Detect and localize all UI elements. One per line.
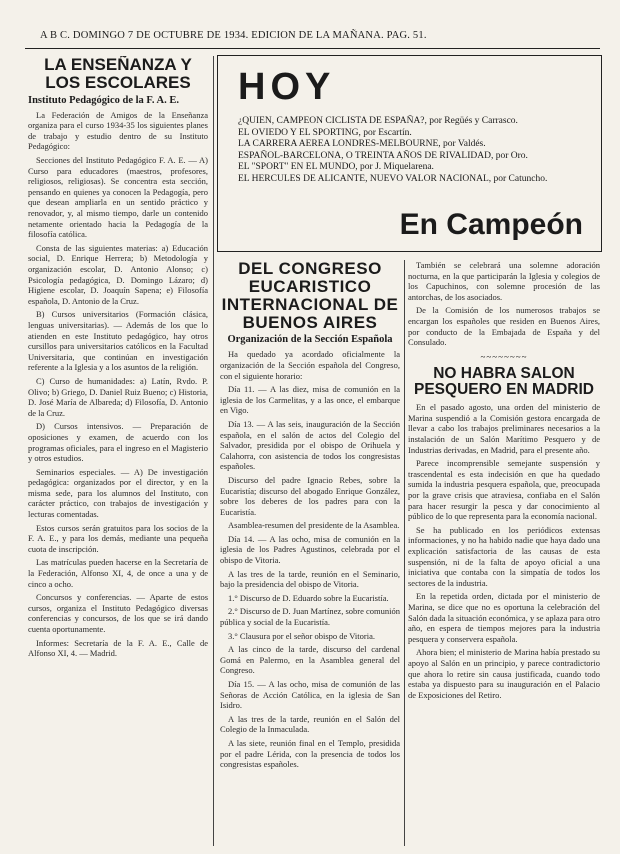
hoy-advert-box xyxy=(217,55,602,252)
hoy-item: ESPAÑOL-BARCELONA, O TREINTA AÑOS DE RIVALIDAD, por Oro. xyxy=(238,150,528,161)
right-paragraph: En la repetida orden, dictada por el ministerio de Marina, se dice que no es oportuna la celebración del Salón dada la situación económica, y se aplaza para otro año, en espera de tiempos mejores para la industria pesquera y conservera española. xyxy=(408,591,600,644)
hoy-items xyxy=(238,116,588,185)
right-column xyxy=(408,260,600,846)
left-paragraph: La Federación de Amigos de la Enseñanza organiza para el curso 1934-35 los siguientes planes de trabajo y estudio dentro de su Instituto Pedagógico: xyxy=(28,109,208,152)
hoy-item: LA CARRERA AEREA LONDRES-MELBOURNE, por Valdés. xyxy=(238,139,486,149)
hoy-item: ¿QUIEN, CAMPEON CICLISTA DE ESPAÑA?, por Regüés y Carrasco. xyxy=(238,116,518,126)
center-column xyxy=(220,260,400,846)
center-paragraph: A las tres de la tarde, reunión en el Salón del Colegio de la Inmaculada. xyxy=(220,713,400,735)
right-headline: NO HABRA SALON PESQUERO EN MADRID xyxy=(414,364,594,399)
left-column xyxy=(28,56,208,846)
center-subhead: Organización de la Sección Española xyxy=(227,334,393,346)
right-paragraph: En el pasado agosto, una orden del ministerio de Marina suspendió a la Comisión gestora encargada de llevar a cabo los trabajos preliminares necesarios a la instalación de un Salón Marítimo Pesquero y de Industrias derivadas, en Madrid, para el presente año. xyxy=(408,402,600,455)
hoy-item: EL HERCULES DE ALICANTE, NUEVO VALOR NACIONAL, por Catuncho. xyxy=(238,173,548,184)
right-paragraph: Se ha publicado en los periódicos extensas informaciones, y no ha habido nadie que haya dado una explicación satisfactoria de las causas de esta suspensión, ni de la falta de apoyo oficial a una iniciativa que contaba con la simpatía de todos los sectores de la industria. xyxy=(408,524,600,588)
left-paragraph: C) Curso de humanidades: a) Latín, Rvdo. P. Olivo; b) Griego, D. Daniel Ruiz Bueno; c) Historia, D. José María de Albareda; d) Filosofía, D. Antonio de la Cruz. xyxy=(28,375,208,418)
right-intro: De la Comisión de los numerosos trabajos se encargan los españoles que residen en Buenos Aires, por conducto de la Embajada de España y del Consulado. xyxy=(408,305,600,348)
left-paragraph: Las matrículas pueden hacerse en la Secretaría de la Federación, Alfonso XI, 4, de once a una y de cinco a ocho. xyxy=(28,557,208,589)
center-paragraph: 3.° Clausura por el señor obispo de Vitoria. xyxy=(228,630,375,641)
center-paragraph: Ha quedado ya acordado oficialmente la organización de la Sección española del Congreso, con el siguiente horario: xyxy=(220,349,400,381)
hoy-item: EL OVIEDO Y EL SPORTING, por Escartín. xyxy=(238,127,412,138)
center-paragraph: A las siete, reunión final en el Templo, presidida por el padre Lérida, con la presencia de todos los congresistas españoles. xyxy=(220,737,400,770)
left-paragraph: Secciones del Instituto Pedagógico F. A. E. — A) Curso para educadores (maestros, profesores, religiosos, religiosas). Se concentra esta sección, pensando en quienes ya conocen la Pedagogía, pero que desean ampliarla en un sentido práctico y renovador, y, al mismo tiempo, darle un contenido netamente orientado hacia la Pedagogía de la filosofía católica. xyxy=(28,155,208,240)
center-paragraph: 2.° Discurso de D. Juan Martínez, sobre comunión pública y social de la Eucaristía. xyxy=(220,606,400,628)
left-headline: LA ENSEÑANZA Y LOS ESCOLARES xyxy=(44,56,192,92)
center-paragraph: Día 11. — A las diez, misa de comunión en la iglesia de los Carmelitas, y a las once, el embarque en Vigo. xyxy=(220,384,400,416)
center-headline: DEL CONGRESO EUCARISTICO INTERNACIONAL DE BUENOS AIRES xyxy=(221,260,399,332)
left-paragraph: Estos cursos serán gratuitos para los socios de la F. A. E., y para los demás, mediante una pequeña cuota de inscripción. xyxy=(28,522,208,554)
center-paragraph: Día 14. — A las ocho, misa de comunión en la iglesia de los Padres Agustinos, celebrada por el obispo de Vitoria. xyxy=(220,533,400,566)
left-paragraph: Seminarios especiales. — A) De investigación pedagógica: organizados por el director, y en la misma sede, para los alumnos del Instituto, con carácter práctico, con trabajos de investigación y lecturas comentadas. xyxy=(28,466,208,520)
section-ornament: ~~~~~~~~ xyxy=(480,351,528,362)
left-subhead: Instituto Pedagógico de la F. A. E. xyxy=(28,94,179,106)
page-header: A B C. DOMINGO 7 DE OCTUBRE DE 1934. EDICION DE LA MAÑANA. PAG. 51. xyxy=(40,30,427,41)
right-paragraph: Ahora bien; el ministerio de Marina había prestado su apoyo al Salón en un principio, y parece contradictorio que ahora lo retire sin causa justificada, cuando todo estaba ya dispuesto para su inauguración en el Palacio de Exposiciones del Retiro. xyxy=(408,647,600,700)
left-paragraph: Informes: Secretaría de la F. A. E., Calle de Alfonso XI, 4. — Madrid. xyxy=(28,637,208,659)
right-paragraph: Parece incomprensible semejante suspensión y trascendental es esta indecisión en que ha quedado sumida la industria pesquera española, que, preocupada por la grave crisis que atraviesa, confiaba en el Salón para hacer resurgir la pesca y dar conocimiento al público de lo que representa para la economía nacional. xyxy=(408,458,600,522)
center-paragraph: A las tres de la tarde, reunión en el Seminario, bajo la presidencia del obispo de Vitoria. xyxy=(220,568,400,590)
column-divider xyxy=(213,56,214,846)
campeon-brand: En Campeón xyxy=(399,208,583,241)
hoy-title: HOY xyxy=(238,66,336,108)
left-paragraph: D) Cursos intensivos. — Preparación de oposiciones y examen, de acuerdo con los programas oficiales, para el ingreso en el Magisterio y otros estudios. xyxy=(28,421,208,464)
left-paragraph: B) Cursos universitarios (Formación clásica, lenguas universitarias). — Además de los que lo atienden en este Instituto pedagógico, hay otros cursillos para universitarios católicos en la Facultad Universitaria, que continúan en investigación referente a la Iglesia y a los asuntos de la religión. xyxy=(28,309,208,373)
hoy-item: EL "SPORT" EN EL MUNDO, por J. Miquelarena. xyxy=(238,162,434,172)
header-rule xyxy=(25,48,600,49)
center-paragraph: Día 13. — A las seis, inauguración de la Sección española, en el salón de actos del Colegio del Salvador, presidida por el obispo de Orihuela y Calahorra, con asistencia de todos los congresistas españoles. xyxy=(220,418,400,472)
center-paragraph: Asamblea-resumen del presidente de la Asamblea. xyxy=(228,520,400,531)
center-paragraph: A las cinco de la tarde, discurso del cardenal Gomá en Palermo, en la Asamblea general del Congreso. xyxy=(220,644,400,676)
left-paragraph: Concursos y conferencias. — Aparte de estos cursos, organiza el Instituto Pedagógico diversas conferencias y concursos, de los que se irá dando cuenta oportunamente. xyxy=(28,592,208,634)
right-intro: También se celebrará una solemne adoración nocturna, en la que participarán la Iglesia y colegios de los Capuchinos, con solemne procesión de las antorchas, de los asociados. xyxy=(408,260,600,302)
center-paragraph: 1.° Discurso de D. Eduardo sobre la Eucaristía. xyxy=(228,592,389,603)
center-paragraph: Discurso del padre Ignacio Rebes, sobre la Eucaristía; discurso del abogado Enrique González, sobre los deberes de los padres para con la Eucaristía. xyxy=(220,474,400,517)
left-paragraph: Consta de las siguientes materias: a) Educación social, D. Enrique Herrera; b) Metodología y organización escolar, D. Antonio Alonso; c) Psicología pedagógica, D. Domingo Lázaro; d) Higiene escolar, D. Joaquín Sapena; e) Filosofía española, D. Antonio de la Cruz. xyxy=(28,242,208,306)
column-divider xyxy=(404,260,405,846)
center-paragraph: Día 15. — A las ocho, misa de comunión de las Señoras de Acción Católica, en la iglesia de San Isidro. xyxy=(220,679,400,711)
